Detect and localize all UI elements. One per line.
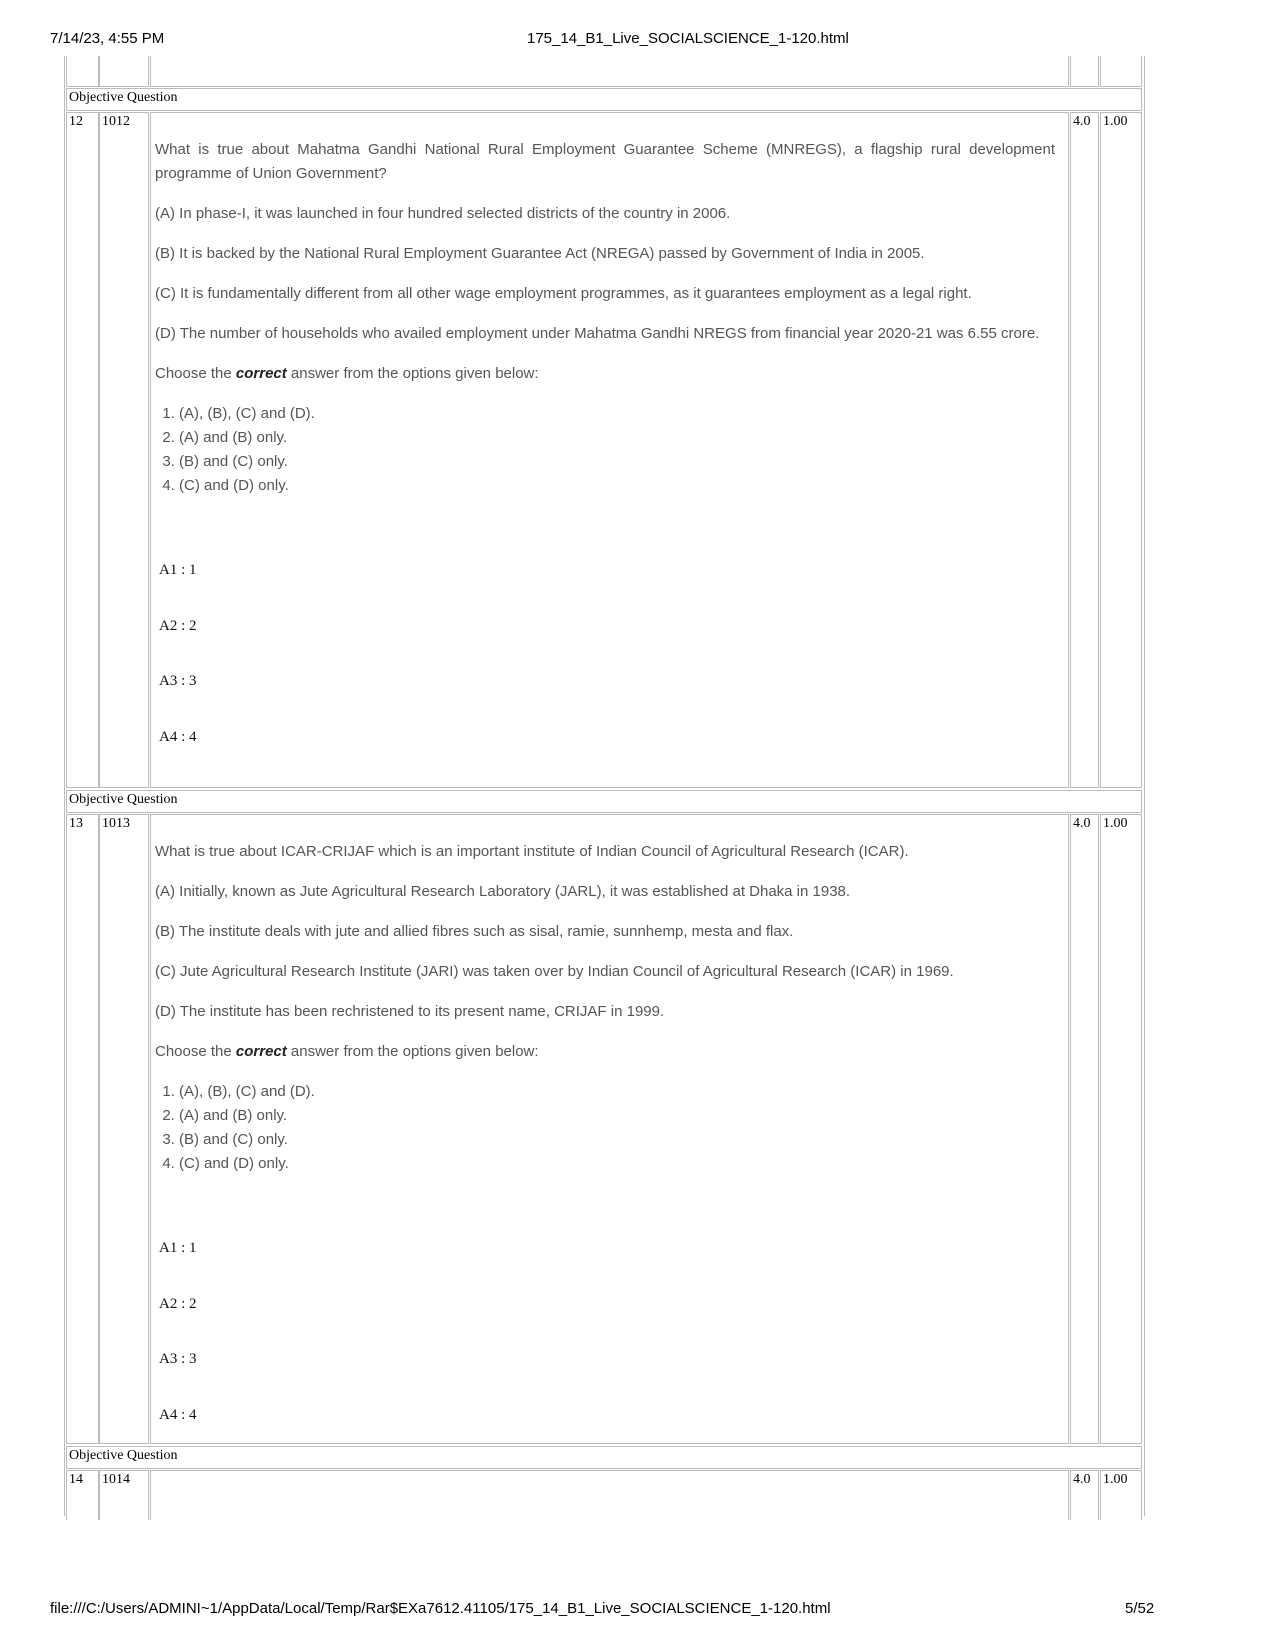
choose-instruction — [155, 1040, 1055, 1064]
question-serial: 14 — [66, 1470, 99, 1520]
instruction-text: answer from the options given below: — [286, 1043, 539, 1060]
answer-key: A4 : 4 — [159, 728, 197, 745]
option-item: 2. (A) and (B) only. — [179, 1104, 1055, 1128]
answer-key: A2 : 2 — [159, 617, 197, 634]
question-statement: (C) It is fundamentally different from all other wage employment programmes, as it guarantees employment as a legal right. — [155, 285, 972, 302]
print-page-number: 5/52 — [1125, 1600, 1155, 1617]
question-negative-marks: 1.00 — [1100, 112, 1142, 788]
question-statement: (D) The institute has been rechristened to its present name, CRIJAF in 1999. — [155, 1003, 665, 1020]
instruction-text: answer from the options given below: — [286, 365, 539, 382]
print-datetime: 7/14/23, 4:55 PM — [50, 30, 165, 47]
answer-key: A3 : 3 — [159, 673, 197, 689]
question-statement: (D) The number of households who availed employment under Mahatma Gandhi NREGS from financial year 2020-21 was 6.55 crore. — [155, 325, 1040, 342]
question-statement: (A) In phase-I, it was launched in four hundred selected districts of the country in 2006. — [155, 205, 731, 222]
spacer — [155, 498, 1055, 558]
question-content — [155, 840, 1055, 1458]
option-item: 1. (A), (B), (C) and (D). — [179, 402, 1055, 426]
option-item: 1. (A), (B), (C) and (D). — [179, 1080, 1055, 1104]
question-negative-marks: 1.00 — [1100, 814, 1142, 1444]
prev-row-cell — [1070, 56, 1099, 87]
instruction-emphasis: correct — [235, 365, 287, 382]
instruction-emphasis: correct — [235, 1043, 287, 1060]
answer-key: A1 : 1 — [159, 1240, 197, 1256]
question-negative-marks: 1.00 — [1100, 1470, 1142, 1520]
question-id: 1012 — [99, 112, 149, 788]
question-stem: What is true about ICAR-CRIJAF which is an important institute of Indian Council of Agricultural Research (ICAR). — [155, 843, 909, 860]
question-id: 1014 — [99, 1470, 149, 1520]
instruction-text: Choose the — [155, 1043, 236, 1060]
answer-key: A3 : 3 — [159, 1351, 197, 1367]
question-stem: What is true about Mahatma Gandhi National Rural Employment Guarantee Scheme (MNREGS), a flagship rural development programme of Union Government? — [155, 141, 1055, 182]
question-id: 1013 — [99, 814, 149, 1444]
answer-key: A1 : 1 — [159, 562, 197, 578]
prev-row-cell — [150, 56, 1069, 87]
answer-key: A2 : 2 — [159, 1295, 197, 1312]
section-label: Objective Question — [66, 790, 1142, 813]
option-item: 4. (C) and (D) only. — [179, 474, 1055, 498]
instruction-text: Choose the — [155, 365, 236, 382]
question-statement: (B) The institute deals with jute and allied fibres such as sisal, ramie, sunnhemp, mesta and flax. — [155, 923, 794, 940]
question-serial: 13 — [66, 814, 99, 1444]
option-item: 3. (B) and (C) only. — [179, 450, 1055, 474]
prev-row-cell — [66, 56, 99, 87]
question-marks: 4.0 — [1070, 112, 1099, 788]
prev-row-cell — [99, 56, 149, 87]
question-body-cell — [150, 1470, 1069, 1520]
answer-key: A4 : 4 — [159, 1406, 197, 1423]
question-marks: 4.0 — [1070, 814, 1099, 1444]
print-title: 175_14_B1_Live_SOCIALSCIENCE_1-120.html — [527, 30, 849, 47]
option-item: 4. (C) and (D) only. — [179, 1152, 1055, 1176]
prev-row-cell — [1100, 56, 1142, 87]
spacer — [155, 1176, 1055, 1236]
option-list — [155, 402, 1055, 498]
print-file-path: file:///C:/Users/ADMINI~1/AppData/Local/Temp/Rar$EXa7612.41105/175_14_B1_Live_SOCIALSCIENCE_1-120.html — [50, 1600, 831, 1617]
section-label: Objective Question — [66, 1446, 1142, 1469]
question-marks: 4.0 — [1070, 1470, 1099, 1520]
question-statement: (A) Initially, known as Jute Agricultural Research Laboratory (JARL), it was established at Dhaka in 1938. — [155, 883, 851, 900]
question-statement: (B) It is backed by the National Rural Employment Guarantee Act (NREGA) passed by Government of India in 2005. — [155, 245, 925, 262]
option-item: 3. (B) and (C) only. — [179, 1128, 1055, 1152]
choose-instruction — [155, 362, 1055, 386]
option-item: 2. (A) and (B) only. — [179, 426, 1055, 450]
section-label: Objective Question — [66, 88, 1142, 111]
question-content — [155, 138, 1055, 780]
option-list — [155, 1080, 1055, 1176]
question-statement: (C) Jute Agricultural Research Institute (JARI) was taken over by Indian Council of Agricultural Research (ICAR) in 1969. — [155, 963, 954, 980]
question-serial: 12 — [66, 112, 99, 788]
